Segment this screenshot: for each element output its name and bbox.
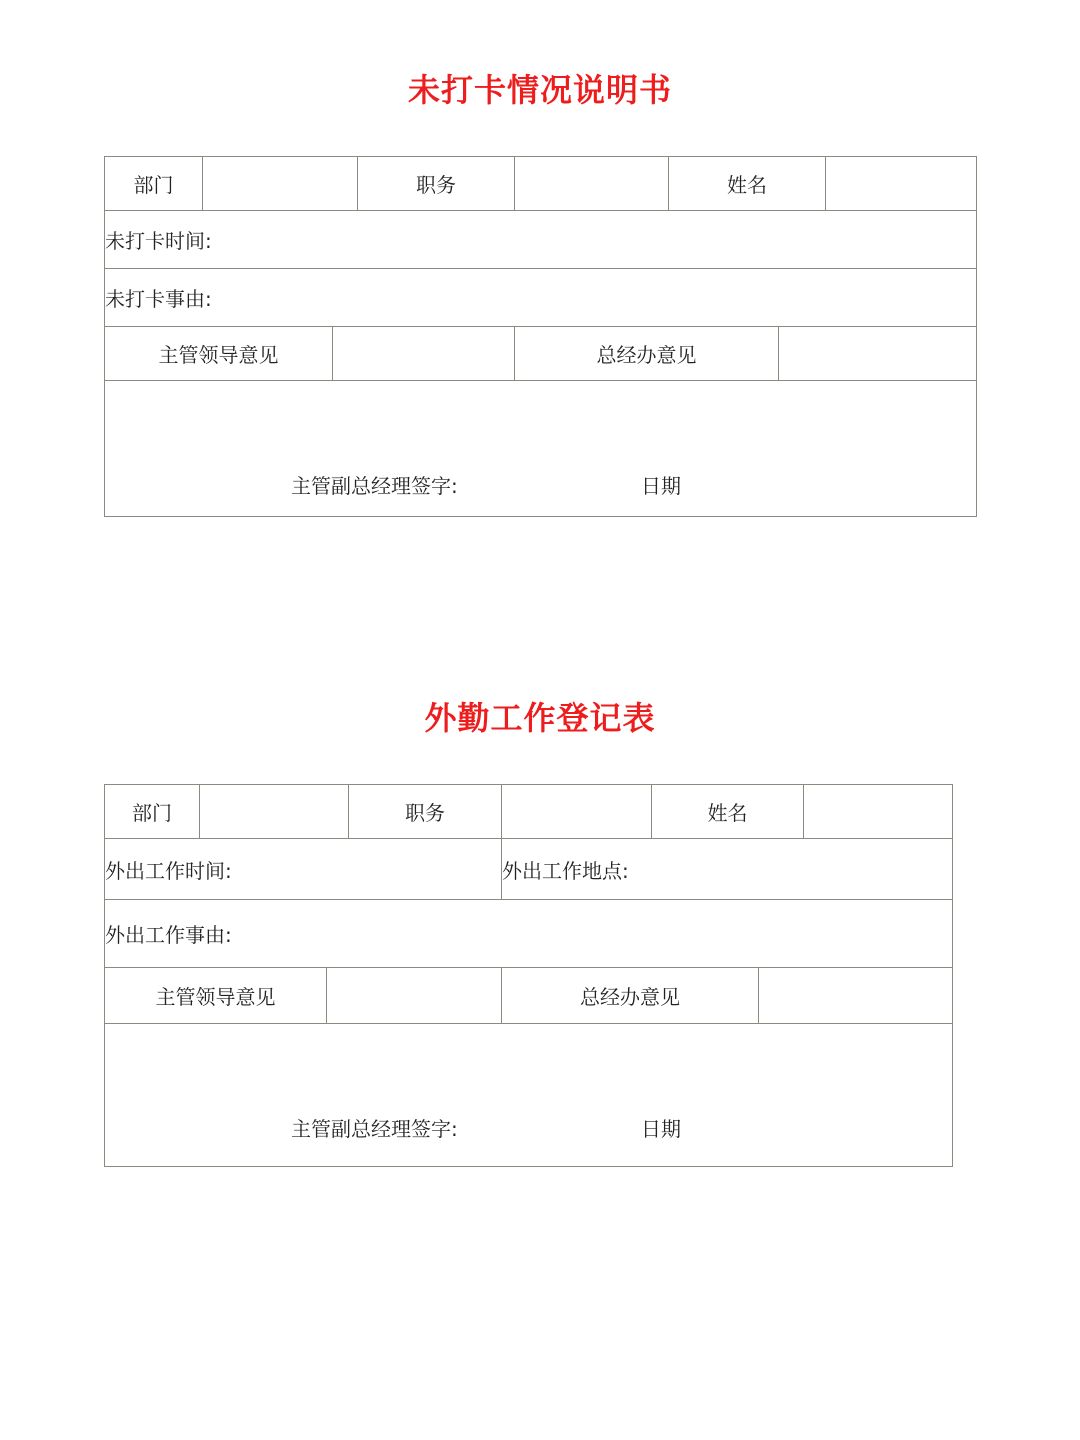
dept-label: 部门 [105, 157, 203, 211]
form2-title: 外勤工作登记表 [424, 699, 656, 737]
supervisor-opinion-field[interactable] [327, 968, 502, 1024]
position-label: 职务 [358, 157, 515, 211]
form2-table [104, 784, 953, 1167]
position-label: 职务 [349, 785, 502, 839]
form1-table [104, 156, 977, 517]
name-field[interactable] [826, 157, 977, 211]
name-label: 姓名 [669, 157, 826, 211]
signature-area[interactable] [105, 381, 977, 517]
dept-field[interactable] [203, 157, 358, 211]
position-field[interactable] [502, 785, 652, 839]
outing-time-field[interactable]: 外出工作时间: [105, 839, 502, 900]
supervisor-opinion-field[interactable] [333, 327, 515, 381]
dept-label: 部门 [105, 785, 200, 839]
name-field[interactable] [804, 785, 953, 839]
outing-reason-field[interactable]: 外出工作事由: [105, 900, 953, 968]
supervisor-opinion-label: 主管领导意见 [105, 327, 333, 381]
signature-area[interactable] [105, 1024, 953, 1167]
name-label: 姓名 [652, 785, 804, 839]
position-field[interactable] [515, 157, 669, 211]
outing-location-field[interactable]: 外出工作地点: [502, 839, 953, 900]
dept-field[interactable] [200, 785, 349, 839]
supervisor-opinion-label: 主管领导意见 [105, 968, 327, 1024]
gm-office-opinion-label: 总经办意见 [502, 968, 759, 1024]
signature-label: 主管副总经理签字: [291, 1117, 458, 1141]
form1-title: 未打卡情况说明书 [407, 71, 672, 109]
missed-reason-field[interactable]: 未打卡事由: [105, 269, 977, 327]
date-label: 日期 [641, 474, 681, 498]
date-label: 日期 [641, 1117, 681, 1141]
signature-label: 主管副总经理签字: [291, 474, 458, 498]
missed-time-field[interactable]: 未打卡时间: [105, 211, 977, 269]
gm-office-opinion-field[interactable] [779, 327, 977, 381]
gm-office-opinion-label: 总经办意见 [515, 327, 779, 381]
gm-office-opinion-field[interactable] [759, 968, 953, 1024]
